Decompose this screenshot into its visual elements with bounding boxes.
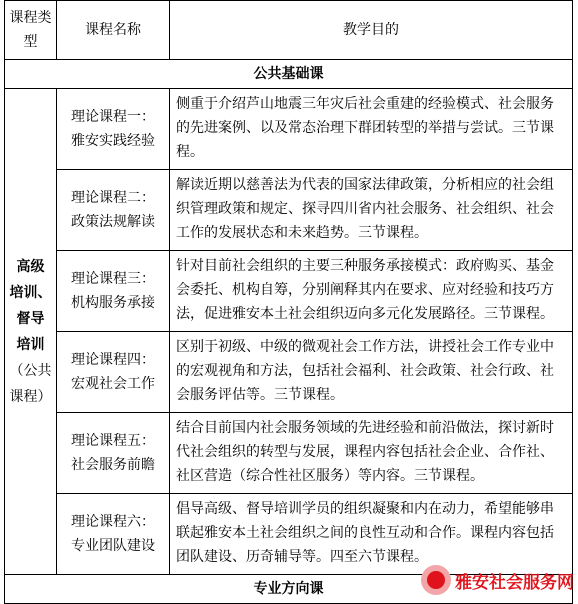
course-goal: 针对目前社会组织的主要三种服务承接模式：政府购买、基金会委托、机构自筹，分别阐释其内在要求、应对经验和技巧方法，促进雅安本土社会组织迈向多元化发展路径。三节课程。 — [170, 251, 573, 332]
header-course-type: 课程类型 — [5, 1, 57, 60]
type-line-1: 高级 — [16, 258, 45, 275]
section-title-public: 公共基础课 — [5, 60, 573, 89]
course-name-cell — [57, 89, 170, 170]
course-number: 理论课程五： — [71, 433, 155, 449]
type-line-3: 督导 — [16, 310, 45, 327]
course-number: 理论课程二： — [71, 190, 155, 206]
course-goal: 结合目前国内社会服务领域的先进经验和前沿做法，探讨新时代社会组织的转型与发展，课程内容包括社会企业、合作社、社区营造（综合性社区服务）等内容。三节课程。 — [170, 413, 573, 494]
course-name: 政策法规解读 — [71, 214, 155, 230]
section-title-major: 专业方向课 — [5, 575, 573, 604]
course-name: 宏观社会工作 — [71, 376, 155, 392]
course-number: 理论课程一： — [71, 109, 155, 125]
course-name-cell — [57, 413, 170, 494]
course-goal: 解读近期以慈善法为代表的国家法律政策，分析相应的社会组织管理政策和规定、探寻四川省内社会服务、社会组织、社会工作的发展状态和未来趋势。三节课程。 — [170, 170, 573, 251]
course-name: 机构服务承接 — [71, 295, 155, 311]
table-row — [5, 413, 573, 494]
type-line-4: 培训 — [16, 336, 45, 353]
type-line-5: （公共课程） — [9, 362, 52, 405]
course-table — [4, 0, 573, 604]
course-name: 雅安实践经验 — [71, 133, 155, 149]
watermark-text: 雅安社会服务网 — [455, 572, 574, 593]
course-name-cell — [57, 251, 170, 332]
site-logo-icon — [421, 565, 451, 595]
table-row — [5, 251, 573, 332]
table-row — [5, 332, 573, 413]
course-name-cell — [57, 332, 170, 413]
course-goal: 侧重于介绍芦山地震三年灾后社会重建的经验模式、社会服务的先进案例、以及常态治理下群团转型的举措与尝试。三节课程。 — [170, 89, 573, 170]
course-goal: 倡导高级、督导培训学员的组织凝聚和内在动力，希望能够串联起雅安本土社会组织之间的良性互动和合作。课程内容包括团队建设、历奇辅导等。四至六节课程。 — [170, 494, 573, 575]
course-number: 理论课程六： — [71, 514, 155, 530]
type-line-2: 培训、 — [9, 284, 52, 301]
course-number: 理论课程三： — [71, 271, 155, 287]
course-name-cell — [57, 170, 170, 251]
course-number: 理论课程四： — [71, 352, 155, 368]
course-name: 社会服务前瞻 — [71, 457, 155, 473]
section-row-public — [5, 60, 573, 89]
table-row — [5, 170, 573, 251]
table-header-row — [5, 1, 573, 60]
header-teaching-goal: 教学目的 — [170, 1, 573, 60]
course-name: 专业团队建设 — [71, 538, 155, 554]
course-goal: 区别于初级、中级的微观社会工作方法，讲授社会工作专业中的宏观视角和方法，包括社会福利、社会政策、社会行政、社会服务评估等。三节课程。 — [170, 332, 573, 413]
site-watermark — [421, 565, 574, 595]
table-row — [5, 89, 573, 170]
table-row — [5, 494, 573, 575]
header-course-name: 课程名称 — [57, 1, 170, 60]
course-type-cell — [5, 89, 57, 575]
course-name-cell — [57, 494, 170, 575]
